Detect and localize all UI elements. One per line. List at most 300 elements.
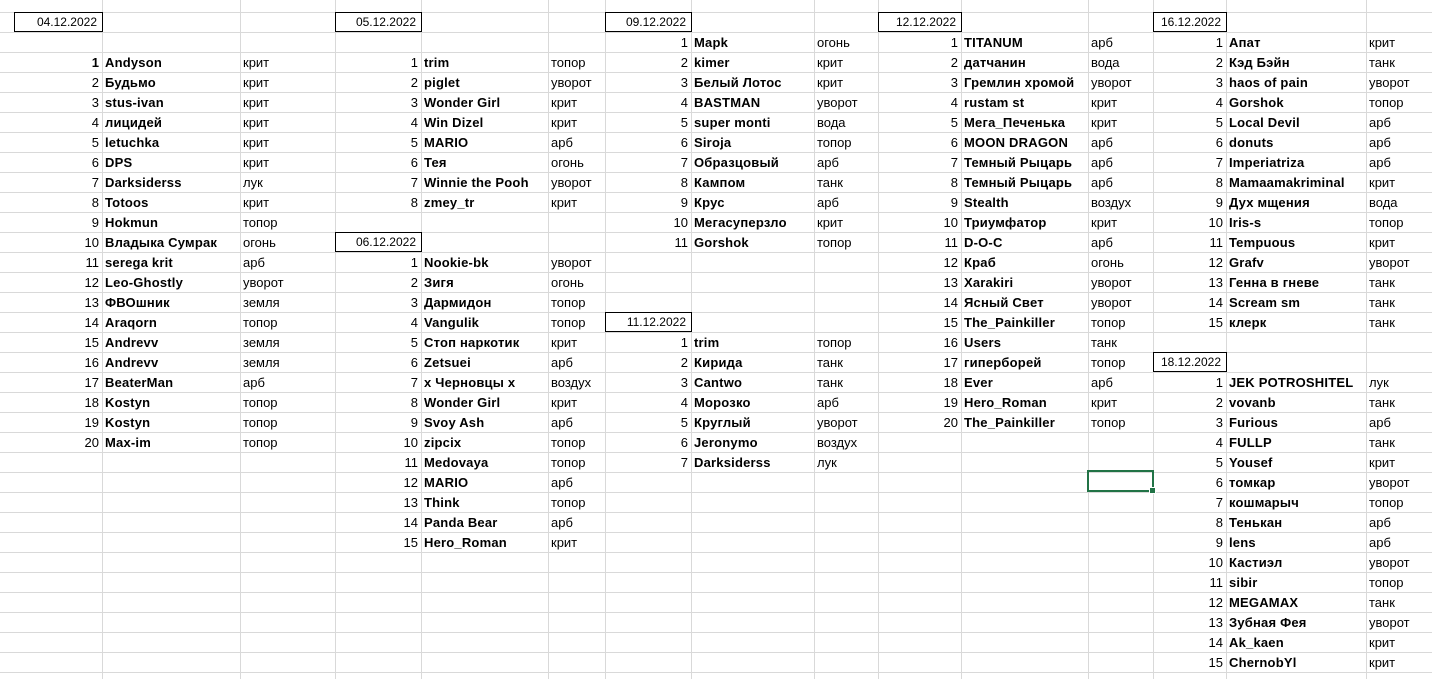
player-name-cell[interactable]: Дармидон [424, 295, 492, 310]
player-name-cell[interactable]: TITANUM [964, 35, 1023, 50]
class-cell[interactable]: крит [243, 195, 270, 210]
row-number-cell[interactable]: 4 [680, 95, 688, 110]
player-name-cell[interactable]: Ak_kaen [1229, 635, 1284, 650]
row-number-cell[interactable]: 16 [84, 355, 99, 370]
player-name-cell[interactable]: lens [1229, 535, 1256, 550]
class-cell[interactable]: уворот [1091, 295, 1132, 310]
row-number-cell[interactable]: 2 [1215, 55, 1223, 70]
class-cell[interactable]: арб [243, 375, 265, 390]
player-name-cell[interactable]: Кампом [694, 175, 746, 190]
class-cell[interactable]: уворот [1369, 255, 1410, 270]
player-name-cell[interactable]: Образцовый [694, 155, 779, 170]
date-cell[interactable]: 12.12.2022 [878, 12, 962, 32]
class-cell[interactable]: танк [1369, 395, 1395, 410]
row-number-cell[interactable]: 5 [1215, 115, 1223, 130]
player-name-cell[interactable]: Тея [424, 155, 447, 170]
row-number-cell[interactable]: 1 [410, 255, 418, 270]
class-cell[interactable]: крит [243, 115, 270, 130]
class-cell[interactable]: танк [817, 175, 843, 190]
class-cell[interactable]: арб [243, 255, 265, 270]
class-cell[interactable]: крит [551, 395, 578, 410]
player-name-cell[interactable]: ChernobYl [1229, 655, 1297, 670]
player-name-cell[interactable]: kimer [694, 55, 730, 70]
player-name-cell[interactable]: клерк [1229, 315, 1267, 330]
class-cell[interactable]: топор [243, 435, 278, 450]
player-name-cell[interactable]: Iris-s [1229, 215, 1262, 230]
class-cell[interactable]: танк [1369, 275, 1395, 290]
player-name-cell[interactable]: MARIO [424, 475, 469, 490]
selected-cell[interactable] [1087, 470, 1154, 492]
class-cell[interactable]: крит [551, 195, 578, 210]
player-name-cell[interactable]: Win Dizel [424, 115, 484, 130]
row-number-cell[interactable]: 2 [1215, 395, 1223, 410]
class-cell[interactable]: уворот [1091, 75, 1132, 90]
player-name-cell[interactable]: датчанин [964, 55, 1026, 70]
class-cell[interactable]: крит [243, 95, 270, 110]
row-number-cell[interactable]: 3 [680, 75, 688, 90]
class-cell[interactable]: уворот [1369, 475, 1410, 490]
player-name-cell[interactable]: Кастиэл [1229, 555, 1283, 570]
row-number-cell[interactable]: 15 [1208, 655, 1223, 670]
row-number-cell[interactable]: 19 [943, 395, 958, 410]
player-name-cell[interactable]: Крус [694, 195, 725, 210]
player-name-cell[interactable]: Белый Лотос [694, 75, 782, 90]
row-number-cell[interactable]: 8 [410, 195, 418, 210]
row-number-cell[interactable]: 7 [1215, 495, 1223, 510]
player-name-cell[interactable]: Kostyn [105, 395, 151, 410]
class-cell[interactable]: земля [243, 355, 280, 370]
row-number-cell[interactable]: 11 [944, 235, 958, 250]
row-number-cell[interactable]: 4 [950, 95, 958, 110]
row-number-cell[interactable]: 4 [1215, 435, 1223, 450]
player-name-cell[interactable]: stus-ivan [105, 95, 164, 110]
class-cell[interactable]: топор [551, 55, 586, 70]
row-number-cell[interactable]: 9 [410, 415, 418, 430]
row-number-cell[interactable]: 2 [950, 55, 958, 70]
player-name-cell[interactable]: vovanb [1229, 395, 1276, 410]
player-name-cell[interactable]: Кирида [694, 355, 743, 370]
class-cell[interactable]: танк [1369, 315, 1395, 330]
player-name-cell[interactable]: Jeronymo [694, 435, 758, 450]
class-cell[interactable]: крит [551, 95, 578, 110]
class-cell[interactable]: арб [551, 355, 573, 370]
class-cell[interactable]: огонь [1091, 255, 1124, 270]
player-name-cell[interactable]: Zetsuei [424, 355, 471, 370]
row-number-cell[interactable]: 12 [84, 275, 99, 290]
row-number-cell[interactable]: 1 [950, 35, 958, 50]
player-name-cell[interactable]: Local Devil [1229, 115, 1300, 130]
player-name-cell[interactable]: Генна в гневе [1229, 275, 1320, 290]
class-cell[interactable]: танк [1091, 335, 1117, 350]
row-number-cell[interactable]: 12 [1208, 255, 1223, 270]
date-cell[interactable]: 09.12.2022 [605, 12, 692, 32]
player-name-cell[interactable]: Мега_Печенька [964, 115, 1066, 130]
row-number-cell[interactable]: 10 [673, 215, 688, 230]
class-cell[interactable]: уворот [551, 175, 592, 190]
class-cell[interactable]: огонь [817, 35, 850, 50]
row-number-cell[interactable]: 5 [680, 415, 688, 430]
date-cell[interactable]: 16.12.2022 [1153, 12, 1227, 32]
class-cell[interactable]: арб [817, 395, 839, 410]
row-number-cell[interactable]: 3 [410, 295, 418, 310]
class-cell[interactable]: уворот [817, 95, 858, 110]
class-cell[interactable]: крит [817, 75, 844, 90]
row-number-cell[interactable]: 6 [1215, 475, 1223, 490]
player-name-cell[interactable]: Nookie-bk [424, 255, 489, 270]
player-name-cell[interactable]: zmey_tr [424, 195, 475, 210]
player-name-cell[interactable]: Ясный Свет [964, 295, 1044, 310]
row-number-cell[interactable]: 15 [84, 335, 99, 350]
player-name-cell[interactable]: MOON DRAGON [964, 135, 1069, 150]
class-cell[interactable]: топор [243, 415, 278, 430]
player-name-cell[interactable]: Краб [964, 255, 996, 270]
row-number-cell[interactable]: 7 [410, 175, 418, 190]
class-cell[interactable]: уворот [1369, 615, 1410, 630]
player-name-cell[interactable]: Mamaamakriminal [1229, 175, 1345, 190]
player-name-cell[interactable]: Svoy Ash [424, 415, 485, 430]
date-cell[interactable]: 06.12.2022 [335, 232, 422, 252]
class-cell[interactable]: топор [1091, 415, 1126, 430]
row-number-cell[interactable]: 6 [91, 155, 99, 170]
class-cell[interactable]: крит [1369, 455, 1396, 470]
row-number-cell[interactable]: 9 [680, 195, 688, 210]
class-cell[interactable]: крит [243, 75, 270, 90]
class-cell[interactable]: танк [817, 375, 843, 390]
player-name-cell[interactable]: trim [424, 55, 450, 70]
class-cell[interactable]: арб [1369, 535, 1391, 550]
class-cell[interactable]: арб [1369, 155, 1391, 170]
player-name-cell[interactable]: Darksiderss [694, 455, 771, 470]
row-number-cell[interactable]: 7 [680, 155, 688, 170]
row-number-cell[interactable]: 4 [410, 115, 418, 130]
player-name-cell[interactable]: Дух мщения [1229, 195, 1310, 210]
player-name-cell[interactable]: Kostyn [105, 415, 151, 430]
class-cell[interactable]: арб [1091, 235, 1113, 250]
row-number-cell[interactable]: 7 [91, 175, 99, 190]
player-name-cell[interactable]: Andyson [105, 55, 163, 70]
row-number-cell[interactable]: 4 [91, 115, 99, 130]
row-number-cell[interactable]: 5 [680, 115, 688, 130]
player-name-cell[interactable]: Medovaya [424, 455, 489, 470]
player-name-cell[interactable]: лицидей [105, 115, 163, 130]
row-number-cell[interactable]: 18 [943, 375, 958, 390]
player-name-cell[interactable]: Vangulik [424, 315, 480, 330]
class-cell[interactable]: крит [1091, 115, 1118, 130]
class-cell[interactable]: крит [551, 335, 578, 350]
player-name-cell[interactable]: Будьмо [105, 75, 156, 90]
row-number-cell[interactable]: 6 [950, 135, 958, 150]
row-number-cell[interactable]: 3 [1215, 75, 1223, 90]
row-number-cell[interactable]: 8 [680, 175, 688, 190]
row-number-cell[interactable]: 15 [403, 535, 418, 550]
player-name-cell[interactable]: FULLP [1229, 435, 1272, 450]
class-cell[interactable]: огонь [551, 155, 584, 170]
class-cell[interactable]: арб [1091, 175, 1113, 190]
player-name-cell[interactable]: Триумфатор [964, 215, 1047, 230]
class-cell[interactable]: арб [551, 515, 573, 530]
row-number-cell[interactable]: 14 [1208, 295, 1223, 310]
player-name-cell[interactable]: Апат [1229, 35, 1261, 50]
row-number-cell[interactable]: 8 [410, 395, 418, 410]
player-name-cell[interactable]: The_Painkiller [964, 315, 1055, 330]
fill-handle[interactable] [1149, 487, 1156, 494]
row-number-cell[interactable]: 9 [1215, 195, 1223, 210]
row-number-cell[interactable]: 17 [943, 355, 958, 370]
class-cell[interactable]: воздух [1091, 195, 1132, 210]
row-number-cell[interactable]: 12 [1208, 595, 1223, 610]
row-number-cell[interactable]: 3 [680, 375, 688, 390]
class-cell[interactable]: топор [243, 395, 278, 410]
class-cell[interactable]: уворот [817, 415, 858, 430]
player-name-cell[interactable]: Siroja [694, 135, 732, 150]
player-name-cell[interactable]: Mapk [694, 35, 729, 50]
class-cell[interactable]: топор [551, 435, 586, 450]
player-name-cell[interactable]: zipcix [424, 435, 462, 450]
class-cell[interactable]: крит [1091, 215, 1118, 230]
class-cell[interactable]: крит [817, 215, 844, 230]
class-cell[interactable]: топор [1091, 355, 1126, 370]
row-number-cell[interactable]: 14 [403, 515, 418, 530]
row-number-cell[interactable]: 10 [84, 235, 99, 250]
class-cell[interactable]: крит [1091, 395, 1118, 410]
player-name-cell[interactable]: Гремлин хромой [964, 75, 1075, 90]
row-number-cell[interactable]: 3 [91, 95, 99, 110]
class-cell[interactable]: топор [1369, 215, 1404, 230]
row-number-cell[interactable]: 13 [84, 295, 99, 310]
player-name-cell[interactable]: Think [424, 495, 460, 510]
class-cell[interactable]: арб [1369, 415, 1391, 430]
player-name-cell[interactable]: Мегасуперзло [694, 215, 787, 230]
player-name-cell[interactable]: Araqorn [105, 315, 157, 330]
row-number-cell[interactable]: 14 [1208, 635, 1223, 650]
player-name-cell[interactable]: Xarakiri [964, 275, 1014, 290]
class-cell[interactable]: топор [243, 215, 278, 230]
row-number-cell[interactable]: 5 [91, 135, 99, 150]
class-cell[interactable]: арб [1091, 135, 1113, 150]
row-number-cell[interactable]: 14 [84, 315, 99, 330]
class-cell[interactable]: крит [1369, 235, 1396, 250]
player-name-cell[interactable]: Стоп наркотик [424, 335, 520, 350]
row-number-cell[interactable]: 9 [950, 195, 958, 210]
class-cell[interactable]: крит [817, 55, 844, 70]
player-name-cell[interactable]: serega krit [105, 255, 173, 270]
player-name-cell[interactable]: Users [964, 335, 1002, 350]
player-name-cell[interactable]: Andrevv [105, 355, 159, 370]
row-number-cell[interactable]: 11 [404, 455, 418, 470]
row-number-cell[interactable]: 18 [84, 395, 99, 410]
class-cell[interactable]: арб [1369, 515, 1391, 530]
class-cell[interactable]: лук [1369, 375, 1389, 390]
class-cell[interactable]: уворот [1091, 275, 1132, 290]
class-cell[interactable]: вода [817, 115, 846, 130]
class-cell[interactable]: вода [1091, 55, 1120, 70]
player-name-cell[interactable]: super monti [694, 115, 771, 130]
player-name-cell[interactable]: ФВОшник [105, 295, 170, 310]
row-number-cell[interactable]: 9 [91, 215, 99, 230]
class-cell[interactable]: огонь [243, 235, 276, 250]
player-name-cell[interactable]: Зигя [424, 275, 454, 290]
row-number-cell[interactable]: 6 [410, 355, 418, 370]
player-name-cell[interactable]: Cantwo [694, 375, 743, 390]
player-name-cell[interactable]: JEK POTROSHITEL [1229, 375, 1354, 390]
player-name-cell[interactable]: letuchka [105, 135, 160, 150]
row-number-cell[interactable]: 10 [943, 215, 958, 230]
row-number-cell[interactable]: 11 [674, 235, 688, 250]
player-name-cell[interactable]: Морозко [694, 395, 751, 410]
class-cell[interactable]: танк [1369, 595, 1395, 610]
row-number-cell[interactable]: 12 [403, 475, 418, 490]
class-cell[interactable]: топор [551, 495, 586, 510]
player-name-cell[interactable]: D-O-C [964, 235, 1003, 250]
row-number-cell[interactable]: 13 [403, 495, 418, 510]
row-number-cell[interactable]: 10 [1208, 215, 1223, 230]
class-cell[interactable]: уворот [551, 75, 592, 90]
class-cell[interactable]: лук [243, 175, 263, 190]
row-number-cell[interactable]: 2 [410, 275, 418, 290]
date-cell[interactable]: 11.12.2022 [605, 312, 692, 332]
player-name-cell[interactable]: MEGAMAX [1229, 595, 1299, 610]
row-number-cell[interactable]: 13 [1208, 615, 1223, 630]
row-number-cell[interactable]: 1 [410, 55, 418, 70]
row-number-cell[interactable]: 8 [1215, 515, 1223, 530]
player-name-cell[interactable]: Владыка Сумрак [105, 235, 218, 250]
class-cell[interactable]: крит [551, 535, 578, 550]
class-cell[interactable]: крит [243, 55, 270, 70]
class-cell[interactable]: крит [1369, 655, 1396, 670]
row-number-cell[interactable]: 5 [1215, 455, 1223, 470]
row-number-cell[interactable]: 4 [1215, 95, 1223, 110]
player-name-cell[interactable]: The_Painkiller [964, 415, 1055, 430]
player-name-cell[interactable]: х Черновцы х [424, 375, 516, 390]
player-name-cell[interactable]: гиперборей [964, 355, 1042, 370]
row-number-cell[interactable]: 7 [1215, 155, 1223, 170]
row-number-cell[interactable]: 3 [1215, 415, 1223, 430]
row-number-cell[interactable]: 11 [1209, 235, 1223, 250]
class-cell[interactable]: танк [1369, 295, 1395, 310]
class-cell[interactable]: топор [551, 295, 586, 310]
class-cell[interactable]: арб [1369, 115, 1391, 130]
class-cell[interactable]: топор [551, 315, 586, 330]
class-cell[interactable]: крит [1369, 175, 1396, 190]
class-cell[interactable]: лук [817, 455, 837, 470]
player-name-cell[interactable]: BeaterMan [105, 375, 174, 390]
row-number-cell[interactable]: 10 [1208, 555, 1223, 570]
row-number-cell[interactable]: 17 [84, 375, 99, 390]
player-name-cell[interactable]: Круглый [694, 415, 751, 430]
player-name-cell[interactable]: Кэд Бэйн [1229, 55, 1290, 70]
row-number-cell[interactable]: 1 [680, 335, 688, 350]
player-name-cell[interactable]: Leo-Ghostly [105, 275, 184, 290]
class-cell[interactable]: уворот [243, 275, 284, 290]
player-name-cell[interactable]: Gorshok [694, 235, 749, 250]
player-name-cell[interactable]: Yousef [1229, 455, 1273, 470]
class-cell[interactable]: арб [1091, 375, 1113, 390]
player-name-cell[interactable]: piglet [424, 75, 460, 90]
class-cell[interactable]: арб [1369, 135, 1391, 150]
player-name-cell[interactable]: sibir [1229, 575, 1258, 590]
player-name-cell[interactable]: Wonder Girl [424, 95, 501, 110]
player-name-cell[interactable]: DPS [105, 155, 133, 170]
row-number-cell[interactable]: 1 [1215, 35, 1223, 50]
class-cell[interactable]: топор [817, 335, 852, 350]
date-cell[interactable]: 05.12.2022 [335, 12, 422, 32]
player-name-cell[interactable]: Темный Рыцарь [964, 175, 1073, 190]
row-number-cell[interactable]: 7 [950, 155, 958, 170]
row-number-cell[interactable]: 4 [410, 315, 418, 330]
player-name-cell[interactable]: Hokmun [105, 215, 159, 230]
player-name-cell[interactable]: Furious [1229, 415, 1279, 430]
row-number-cell[interactable]: 7 [680, 455, 688, 470]
player-name-cell[interactable]: BASTMAN [694, 95, 761, 110]
class-cell[interactable]: арб [1091, 155, 1113, 170]
player-name-cell[interactable]: Max-im [105, 435, 151, 450]
row-number-cell[interactable]: 2 [91, 75, 99, 90]
row-number-cell[interactable]: 1 [680, 35, 688, 50]
class-cell[interactable]: арб [817, 155, 839, 170]
class-cell[interactable]: танк [1369, 55, 1395, 70]
row-number-cell[interactable]: 4 [680, 395, 688, 410]
row-number-cell[interactable]: 11 [85, 255, 99, 270]
row-number-cell[interactable]: 6 [680, 135, 688, 150]
player-name-cell[interactable]: Stealth [964, 195, 1009, 210]
class-cell[interactable]: арб [1091, 35, 1113, 50]
player-name-cell[interactable]: MARIO [424, 135, 469, 150]
row-number-cell[interactable]: 9 [1215, 535, 1223, 550]
class-cell[interactable]: топор [1369, 575, 1404, 590]
row-number-cell[interactable]: 8 [950, 175, 958, 190]
row-number-cell[interactable]: 1 [91, 55, 99, 70]
class-cell[interactable]: топор [551, 455, 586, 470]
class-cell[interactable]: танк [817, 355, 843, 370]
class-cell[interactable]: уворот [551, 255, 592, 270]
player-name-cell[interactable]: Gorshok [1229, 95, 1284, 110]
class-cell[interactable]: крит [243, 155, 270, 170]
row-number-cell[interactable]: 20 [943, 415, 958, 430]
class-cell[interactable]: огонь [551, 275, 584, 290]
row-number-cell[interactable]: 13 [1208, 275, 1223, 290]
player-name-cell[interactable]: томкар [1229, 475, 1276, 490]
class-cell[interactable]: крит [1369, 635, 1396, 650]
class-cell[interactable]: крит [551, 115, 578, 130]
row-number-cell[interactable]: 8 [1215, 175, 1223, 190]
player-name-cell[interactable]: Imperiatriza [1229, 155, 1305, 170]
player-name-cell[interactable]: donuts [1229, 135, 1274, 150]
class-cell[interactable]: топор [817, 135, 852, 150]
row-number-cell[interactable]: 1 [1215, 375, 1223, 390]
row-number-cell[interactable]: 6 [410, 155, 418, 170]
player-name-cell[interactable]: Scream sm [1229, 295, 1301, 310]
class-cell[interactable]: арб [551, 415, 573, 430]
class-cell[interactable]: арб [551, 135, 573, 150]
date-cell[interactable]: 04.12.2022 [14, 12, 103, 32]
class-cell[interactable]: воздух [817, 435, 858, 450]
class-cell[interactable]: крит [1369, 35, 1396, 50]
class-cell[interactable]: танк [1369, 435, 1395, 450]
row-number-cell[interactable]: 2 [680, 55, 688, 70]
player-name-cell[interactable]: Зубная Фея [1229, 615, 1307, 630]
player-name-cell[interactable]: trim [694, 335, 720, 350]
player-name-cell[interactable]: Ever [964, 375, 993, 390]
row-number-cell[interactable]: 11 [1209, 575, 1223, 590]
class-cell[interactable]: земля [243, 295, 280, 310]
player-name-cell[interactable]: Totoos [105, 195, 149, 210]
row-number-cell[interactable]: 7 [410, 375, 418, 390]
row-number-cell[interactable]: 5 [950, 115, 958, 130]
player-name-cell[interactable]: Wonder Girl [424, 395, 501, 410]
row-number-cell[interactable]: 6 [1215, 135, 1223, 150]
player-name-cell[interactable]: Andrevv [105, 335, 159, 350]
row-number-cell[interactable]: 13 [943, 275, 958, 290]
